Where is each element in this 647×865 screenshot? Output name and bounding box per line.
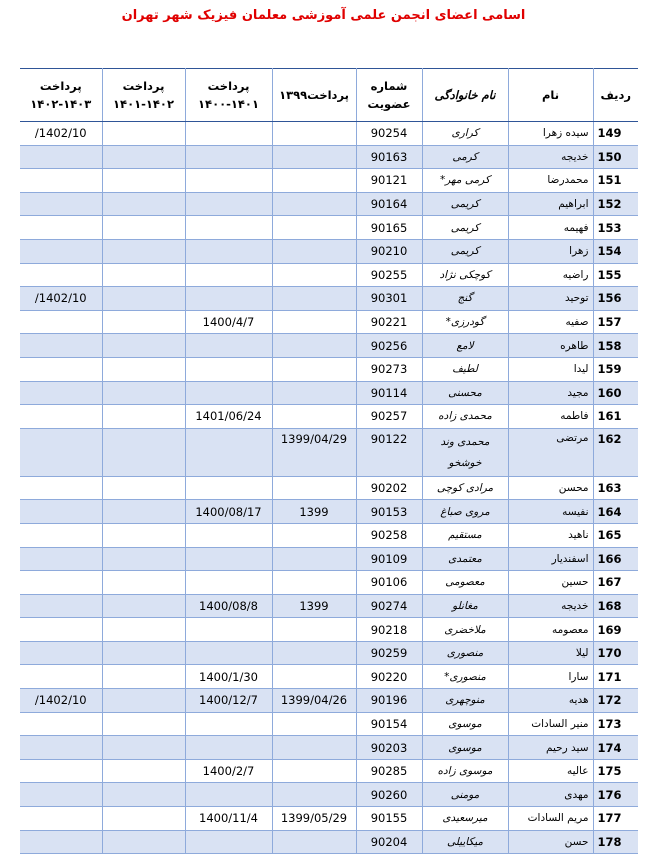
row-number-cell: 175 (593, 759, 638, 783)
payment-1401-1402-cell (102, 263, 185, 287)
membership-number-cell: 90260 (356, 783, 422, 807)
payment-1400-1401-cell: 1400/11/4 (185, 807, 272, 831)
table-row (20, 736, 638, 760)
payment-1401-1402-cell (102, 476, 185, 500)
membership-number-cell: 90154 (356, 712, 422, 736)
family-name-cell: کرمی مهر* (422, 169, 508, 193)
payment-1399-cell (272, 381, 356, 405)
row-number-cell: 178 (593, 830, 638, 854)
table-row (20, 665, 638, 689)
first-name-cell: فهیمه (508, 216, 593, 240)
first-name-cell: خدیجه (508, 145, 593, 169)
table-row (20, 830, 638, 854)
payment-1402-1403-cell (20, 641, 102, 665)
payment-1401-1402-cell (102, 145, 185, 169)
family-name-cell: معتمدی (422, 547, 508, 571)
membership-number-cell: 90114 (356, 381, 422, 405)
row-number-cell: 152 (593, 192, 638, 216)
payment-1402-1403-cell (20, 759, 102, 783)
payment-1401-1402-cell (102, 500, 185, 524)
payment-1402-1403-cell (20, 665, 102, 689)
first-name-cell: خدیجه (508, 594, 593, 618)
row-number-cell: 162 (593, 428, 638, 476)
payment-1401-1402-cell (102, 547, 185, 571)
first-name-cell: فاطمه (508, 405, 593, 429)
payment-1402-1403-cell (20, 263, 102, 287)
payment-1400-1401-cell: 1400/1/30 (185, 665, 272, 689)
family-name-cell: کریمی (422, 192, 508, 216)
membership-number-cell: 90210 (356, 239, 422, 263)
payment-1400-1401-cell (185, 192, 272, 216)
payment-1402-1403-cell (20, 571, 102, 595)
first-name-cell: راضیه (508, 263, 593, 287)
payment-1399-cell: 1399 (272, 594, 356, 618)
payment-1401-1402-cell (102, 736, 185, 760)
membership-number-cell: 90202 (356, 476, 422, 500)
table-row (20, 618, 638, 642)
header-family: نام خانوادگی (422, 69, 508, 122)
table-row (20, 169, 638, 193)
payment-1401-1402-cell (102, 594, 185, 618)
table-row (20, 381, 638, 405)
family-name-cell: کریمی (422, 216, 508, 240)
payment-1402-1403-cell (20, 500, 102, 524)
payment-1402-1403-cell (20, 736, 102, 760)
payment-1400-1401-cell (185, 239, 272, 263)
payment-1401-1402-cell (102, 287, 185, 311)
header-pay-1400 (185, 69, 272, 122)
first-name-cell: لیلا (508, 641, 593, 665)
payment-1402-1403-cell: /1402/10 (20, 689, 102, 713)
payment-1401-1402-cell (102, 334, 185, 358)
payment-1402-1403-cell (20, 618, 102, 642)
payment-1401-1402-cell (102, 169, 185, 193)
payment-1399-cell (272, 122, 356, 146)
payment-1399-cell (272, 547, 356, 571)
membership-number-cell: 90258 (356, 523, 422, 547)
table-row (20, 428, 638, 476)
row-number-cell: 169 (593, 618, 638, 642)
membership-number-cell: 90196 (356, 689, 422, 713)
payment-1400-1401-cell (185, 830, 272, 854)
membership-number-cell: 90203 (356, 736, 422, 760)
table-row (20, 571, 638, 595)
family-name-cell: مرادی کوچی (422, 476, 508, 500)
payment-1402-1403-cell (20, 239, 102, 263)
membership-number-cell: 90254 (356, 122, 422, 146)
table-row (20, 310, 638, 334)
payment-1400-1401-cell (185, 523, 272, 547)
payment-1400-1401-cell: 1400/08/8 (185, 594, 272, 618)
family-name-cell: میکاییلی (422, 830, 508, 854)
payment-1400-1401-cell (185, 287, 272, 311)
payment-1399-cell (272, 310, 356, 334)
row-number-cell: 177 (593, 807, 638, 831)
payment-1401-1402-cell (102, 428, 185, 476)
payment-1402-1403-cell: /1402/10 (20, 287, 102, 311)
row-number-cell: 155 (593, 263, 638, 287)
table-row (20, 405, 638, 429)
membership-number-cell: 90218 (356, 618, 422, 642)
family-name-cell: منوچهری (422, 689, 508, 713)
first-name-cell: محسن (508, 476, 593, 500)
payment-1400-1401-cell (185, 618, 272, 642)
payment-1401-1402-cell (102, 122, 185, 146)
payment-1400-1401-cell (185, 736, 272, 760)
payment-1402-1403-cell (20, 428, 102, 476)
family-name-cell: مومنی (422, 783, 508, 807)
table-row (20, 263, 638, 287)
row-number-cell: 166 (593, 547, 638, 571)
payment-1399-cell (272, 169, 356, 193)
payment-1400-1401-cell (185, 334, 272, 358)
membership-number-cell: 90274 (356, 594, 422, 618)
family-name-cell: محمدی زاده (422, 405, 508, 429)
payment-1401-1402-cell (102, 641, 185, 665)
payment-1401-1402-cell (102, 759, 185, 783)
family-name-cell: کریمی (422, 239, 508, 263)
table-row (20, 287, 638, 311)
row-number-cell: 176 (593, 783, 638, 807)
payment-1399-cell (272, 263, 356, 287)
row-number-cell: 159 (593, 357, 638, 381)
family-name-cell: گودرزی* (422, 310, 508, 334)
family-name-cell: کوچکی نژاد (422, 263, 508, 287)
payment-1402-1403-cell: /1402/10 (20, 122, 102, 146)
table-row (20, 689, 638, 713)
membership-number-cell: 90259 (356, 641, 422, 665)
first-name-cell: لیدا (508, 357, 593, 381)
first-name-cell: هدیه (508, 689, 593, 713)
first-name-cell: معصومه (508, 618, 593, 642)
family-name-cell: معصومی (422, 571, 508, 595)
payment-1401-1402-cell (102, 618, 185, 642)
table-row (20, 712, 638, 736)
payment-1400-1401-cell (185, 357, 272, 381)
members-table (20, 68, 638, 854)
row-number-cell: 157 (593, 310, 638, 334)
header-pay-1402-line1: پرداخت (39, 79, 82, 93)
payment-1400-1401-cell (185, 169, 272, 193)
first-name-cell: زهرا (508, 239, 593, 263)
table-row (20, 334, 638, 358)
payment-1399-cell: 1399 (272, 500, 356, 524)
membership-number-cell: 90256 (356, 334, 422, 358)
payment-1400-1401-cell (185, 122, 272, 146)
row-number-cell: 172 (593, 689, 638, 713)
header-pay-1399: پرداخت۱۳۹۹ (272, 69, 356, 122)
table-body (20, 122, 638, 854)
payment-1400-1401-cell: 1400/08/17 (185, 500, 272, 524)
payment-1400-1401-cell (185, 783, 272, 807)
family-name-cell: ملاخضری (422, 618, 508, 642)
payment-1399-cell: 1399/05/29 (272, 807, 356, 831)
payment-1402-1403-cell (20, 712, 102, 736)
payment-1401-1402-cell (102, 239, 185, 263)
family-name-cell: لطیف (422, 357, 508, 381)
row-number-cell: 154 (593, 239, 638, 263)
first-name-cell: حسین (508, 571, 593, 595)
payment-1399-cell (272, 192, 356, 216)
payment-1401-1402-cell (102, 192, 185, 216)
payment-1402-1403-cell (20, 145, 102, 169)
payment-1401-1402-cell (102, 571, 185, 595)
payment-1402-1403-cell (20, 405, 102, 429)
payment-1401-1402-cell (102, 830, 185, 854)
family-name-cell: محسنی (422, 381, 508, 405)
payment-1401-1402-cell (102, 357, 185, 381)
membership-number-cell: 90257 (356, 405, 422, 429)
row-number-cell: 161 (593, 405, 638, 429)
row-number-cell: 174 (593, 736, 638, 760)
payment-1400-1401-cell (185, 145, 272, 169)
payment-1402-1403-cell (20, 169, 102, 193)
payment-1401-1402-cell (102, 665, 185, 689)
membership-number-cell: 90109 (356, 547, 422, 571)
payment-1402-1403-cell (20, 334, 102, 358)
header-membership-line2: عضویت (367, 97, 411, 111)
row-number-cell: 158 (593, 334, 638, 358)
header-row (20, 69, 638, 122)
row-number-cell: 153 (593, 216, 638, 240)
first-name-cell: حسن (508, 830, 593, 854)
payment-1402-1403-cell (20, 830, 102, 854)
payment-1402-1403-cell (20, 476, 102, 500)
row-number-cell: 151 (593, 169, 638, 193)
payment-1400-1401-cell (185, 641, 272, 665)
family-name-cell: منصوری (422, 641, 508, 665)
first-name-cell: مرتضی (508, 428, 593, 476)
table-row (20, 357, 638, 381)
row-number-cell: 168 (593, 594, 638, 618)
payment-1401-1402-cell (102, 523, 185, 547)
family-name-cell: لامع (422, 334, 508, 358)
first-name-cell: مجید (508, 381, 593, 405)
payment-1402-1403-cell (20, 357, 102, 381)
payment-1399-cell (272, 830, 356, 854)
table-row (20, 500, 638, 524)
row-number-cell: 171 (593, 665, 638, 689)
header-pay-1402 (20, 69, 102, 122)
membership-number-cell: 90301 (356, 287, 422, 311)
header-radif: ردیف (593, 69, 638, 122)
row-number-cell: 149 (593, 122, 638, 146)
payment-1400-1401-cell (185, 216, 272, 240)
family-name-cell: مغانلو (422, 594, 508, 618)
header-name: نام (508, 69, 593, 122)
payment-1399-cell (272, 216, 356, 240)
payment-1401-1402-cell (102, 381, 185, 405)
payment-1400-1401-cell: 1400/2/7 (185, 759, 272, 783)
table-row (20, 476, 638, 500)
membership-number-cell: 90255 (356, 263, 422, 287)
membership-number-cell: 90153 (356, 500, 422, 524)
document-title: اسامی اعضای انجمن علمی آموزشی معلمان فیزیک شهر تهران (121, 8, 526, 23)
membership-number-cell: 90220 (356, 665, 422, 689)
first-name-cell: صفیه (508, 310, 593, 334)
header-pay-1401-line1: پرداخت (122, 79, 165, 93)
payment-1399-cell (272, 665, 356, 689)
payment-1402-1403-cell (20, 594, 102, 618)
row-number-cell: 167 (593, 571, 638, 595)
table-row (20, 547, 638, 571)
membership-number-cell: 90285 (356, 759, 422, 783)
payment-1401-1402-cell (102, 783, 185, 807)
header-pay-1401-line2: ۱۴۰۱-۱۴۰۲ (113, 97, 174, 111)
membership-number-cell: 90163 (356, 145, 422, 169)
row-number-cell: 163 (593, 476, 638, 500)
header-membership (356, 69, 422, 122)
family-name-cell: موسوی (422, 712, 508, 736)
payment-1400-1401-cell (185, 381, 272, 405)
table-row (20, 239, 638, 263)
family-name-cell: کرمی (422, 145, 508, 169)
payment-1399-cell (272, 476, 356, 500)
family-name-cell: منصوری* (422, 665, 508, 689)
family-name-cell: موسوی زاده (422, 759, 508, 783)
membership-number-cell: 90155 (356, 807, 422, 831)
row-number-cell: 164 (593, 500, 638, 524)
payment-1399-cell: 1399/04/26 (272, 689, 356, 713)
payment-1399-cell (272, 759, 356, 783)
payment-1399-cell (272, 783, 356, 807)
first-name-cell: توحید (508, 287, 593, 311)
header-pay-1401 (102, 69, 185, 122)
first-name-cell: ناهید (508, 523, 593, 547)
row-number-cell: 150 (593, 145, 638, 169)
membership-number-cell: 90273 (356, 357, 422, 381)
family-name-cell: گنج (422, 287, 508, 311)
table-row (20, 122, 638, 146)
first-name-cell: اسفندیار (508, 547, 593, 571)
payment-1402-1403-cell (20, 192, 102, 216)
payment-1399-cell (272, 618, 356, 642)
row-number-cell: 170 (593, 641, 638, 665)
membership-number-cell: 90221 (356, 310, 422, 334)
payment-1402-1403-cell (20, 807, 102, 831)
row-number-cell: 165 (593, 523, 638, 547)
first-name-cell: طاهره (508, 334, 593, 358)
first-name-cell: مریم السادات (508, 807, 593, 831)
payment-1399-cell (272, 523, 356, 547)
payment-1402-1403-cell (20, 547, 102, 571)
family-name-cell: محمدی وند خوشخو (422, 428, 508, 476)
table-row (20, 594, 638, 618)
payment-1401-1402-cell (102, 216, 185, 240)
payment-1399-cell (272, 239, 356, 263)
payment-1399-cell (272, 357, 356, 381)
family-name-cell: مروی صباغ (422, 500, 508, 524)
payment-1400-1401-cell (185, 428, 272, 476)
payment-1399-cell (272, 641, 356, 665)
family-name-cell: میرسعیدی (422, 807, 508, 831)
payment-1400-1401-cell: 1401/06/24 (185, 405, 272, 429)
table-row (20, 783, 638, 807)
row-number-cell: 160 (593, 381, 638, 405)
membership-number-cell: 90164 (356, 192, 422, 216)
payment-1402-1403-cell (20, 310, 102, 334)
first-name-cell: مهدی (508, 783, 593, 807)
payment-1401-1402-cell (102, 310, 185, 334)
membership-number-cell: 90121 (356, 169, 422, 193)
payment-1399-cell (272, 287, 356, 311)
first-name-cell: سیده زهرا (508, 122, 593, 146)
table-row (20, 523, 638, 547)
family-name-cell: کراری (422, 122, 508, 146)
payment-1400-1401-cell (185, 263, 272, 287)
membership-number-cell: 90106 (356, 571, 422, 595)
payment-1401-1402-cell (102, 807, 185, 831)
payment-1400-1401-cell (185, 476, 272, 500)
header-pay-1400-line1: پرداخت (207, 79, 250, 93)
table-row (20, 145, 638, 169)
payment-1401-1402-cell (102, 689, 185, 713)
membership-number-cell: 90165 (356, 216, 422, 240)
payment-1400-1401-cell (185, 712, 272, 736)
payment-1402-1403-cell (20, 381, 102, 405)
payment-1402-1403-cell (20, 216, 102, 240)
payment-1399-cell (272, 334, 356, 358)
first-name-cell: ابراهیم (508, 192, 593, 216)
first-name-cell: نفیسه (508, 500, 593, 524)
payment-1399-cell (272, 736, 356, 760)
row-number-cell: 173 (593, 712, 638, 736)
payment-1399-cell (272, 571, 356, 595)
family-name-cell: موسوی (422, 736, 508, 760)
payment-1402-1403-cell (20, 523, 102, 547)
header-membership-line1: شماره (370, 79, 408, 93)
header-pay-1402-line2: ۱۴۰۲-۱۴۰۳ (30, 97, 92, 111)
payment-1401-1402-cell (102, 712, 185, 736)
table-row (20, 759, 638, 783)
payment-1399-cell (272, 405, 356, 429)
payment-1401-1402-cell (102, 405, 185, 429)
first-name-cell: منیر السادات (508, 712, 593, 736)
payment-1400-1401-cell: 1400/12/7 (185, 689, 272, 713)
first-name-cell: سارا (508, 665, 593, 689)
payment-1399-cell (272, 712, 356, 736)
payment-1399-cell: 1399/04/29 (272, 428, 356, 476)
payment-1400-1401-cell (185, 547, 272, 571)
row-number-cell: 156 (593, 287, 638, 311)
table-row (20, 216, 638, 240)
payment-1402-1403-cell (20, 783, 102, 807)
first-name-cell: سید رحیم (508, 736, 593, 760)
membership-number-cell: 90122 (356, 428, 422, 476)
payment-1400-1401-cell (185, 571, 272, 595)
header-pay-1400-line2: ۱۴۰۰-۱۴۰۱ (198, 97, 259, 111)
table-row (20, 807, 638, 831)
first-name-cell: عالیه (508, 759, 593, 783)
table-row (20, 192, 638, 216)
payment-1399-cell (272, 145, 356, 169)
payment-1400-1401-cell: 1400/4/7 (185, 310, 272, 334)
membership-number-cell: 90204 (356, 830, 422, 854)
family-name-cell: مستقیم (422, 523, 508, 547)
table-row (20, 641, 638, 665)
first-name-cell: محمدرضا (508, 169, 593, 193)
